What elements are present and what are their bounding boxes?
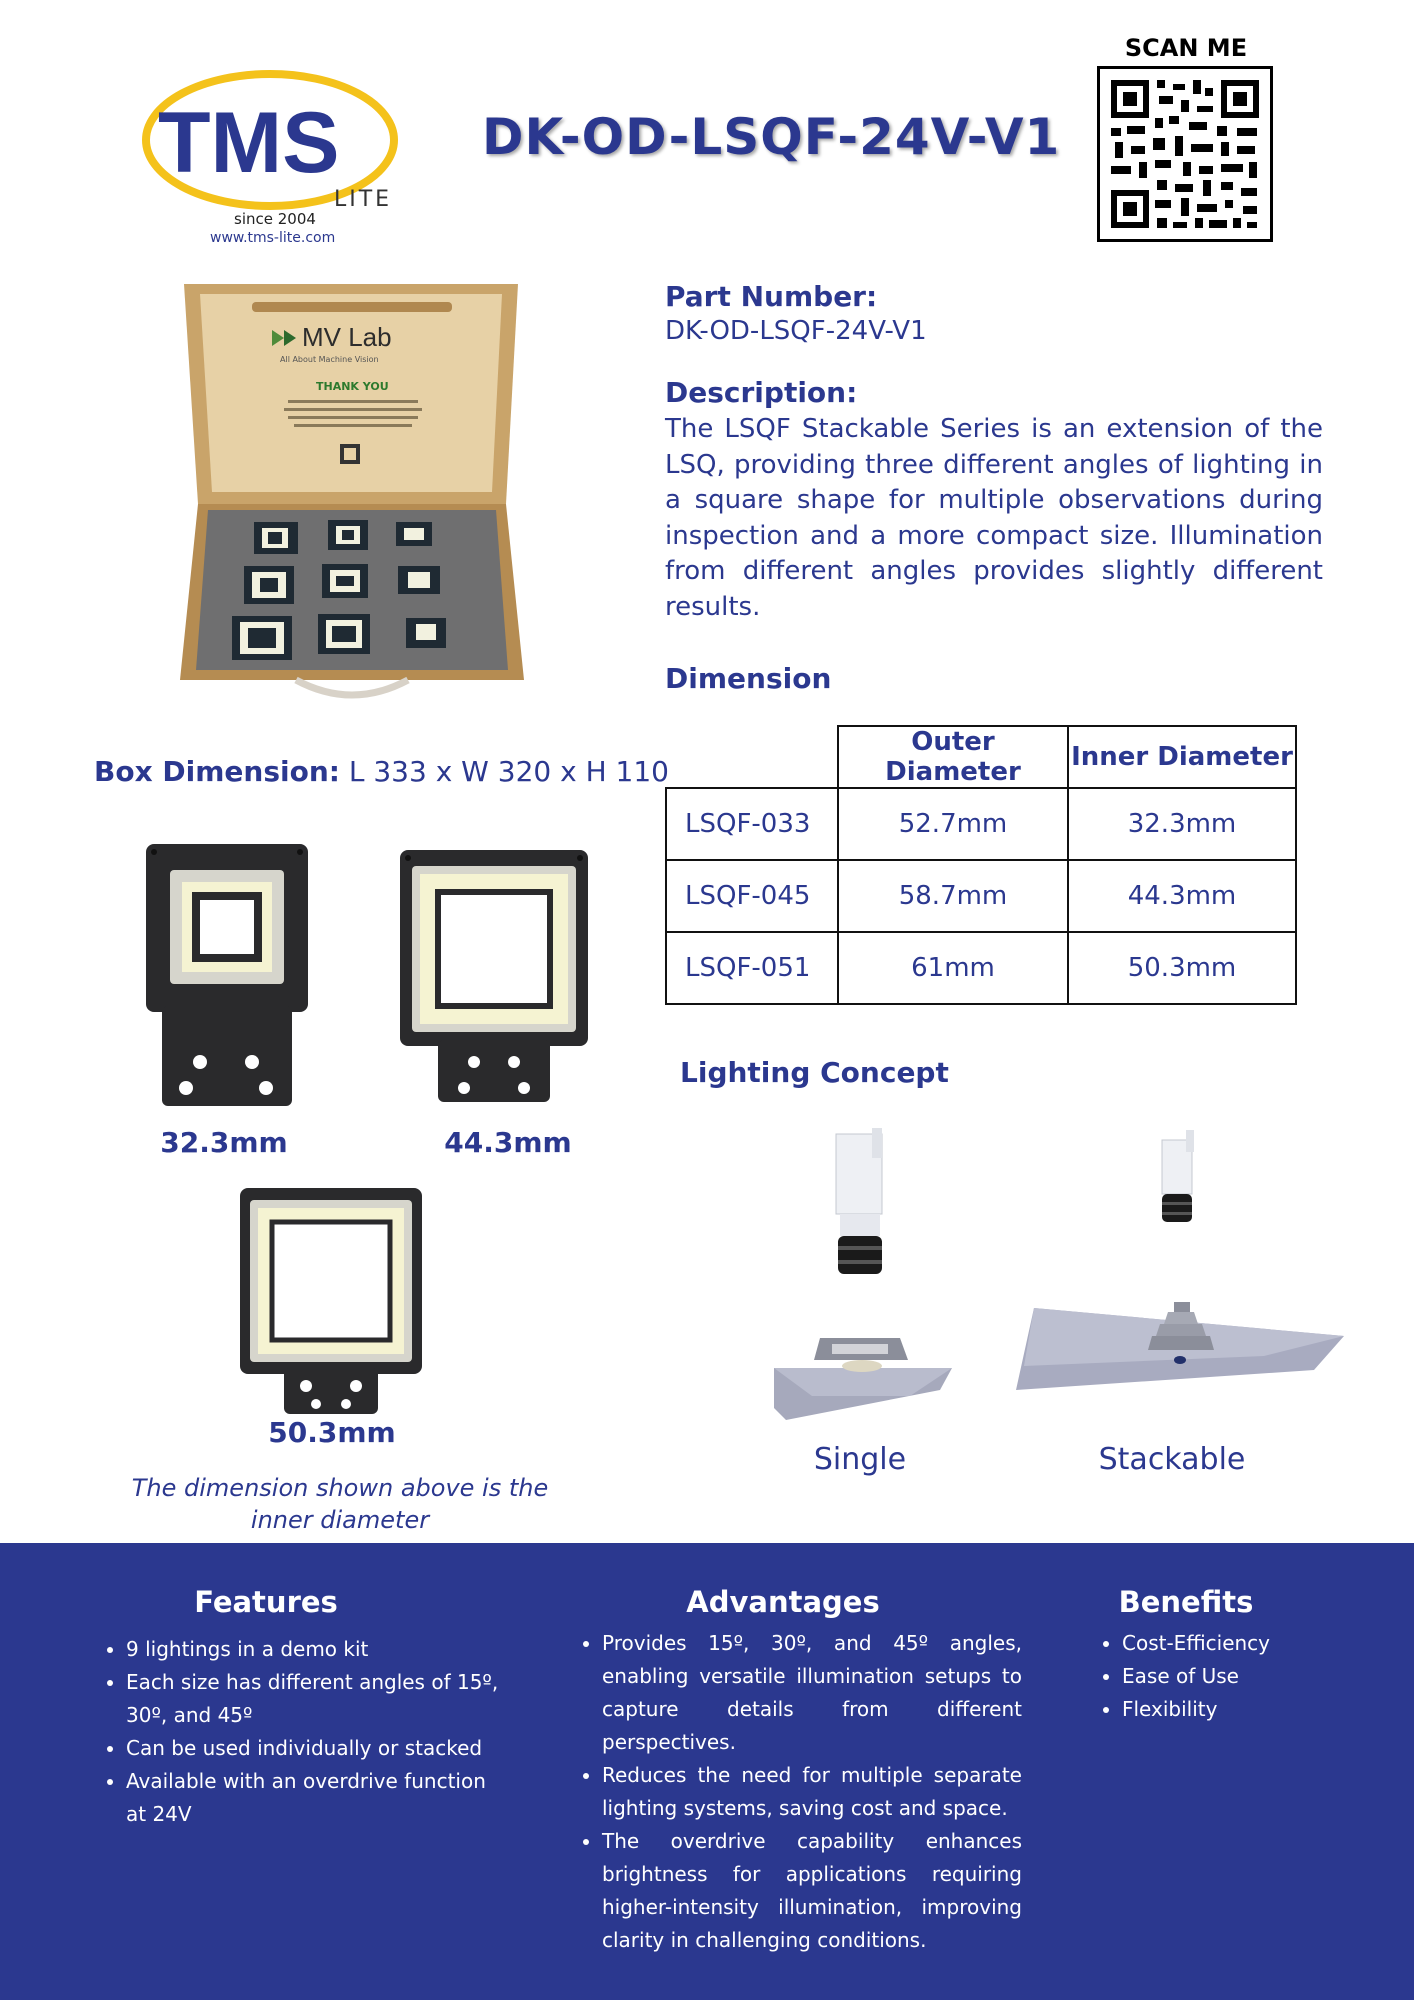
scan-me-label: SCAN ME [1124, 34, 1248, 62]
description-text: The LSQF Stackable Series is an extension of the LSQ, providing three different angles of lighting in a square shape for multiple observations during inspection and a more compact size. Illumination from different angles provides slightly different results. [665, 414, 1323, 622]
table-header-inner: Inner Diameter [1068, 726, 1296, 788]
box-thanks-text: THANK YOU [316, 380, 389, 393]
table-header-blank [666, 726, 838, 788]
list-item: • Provides 15º, 30º, and 45º angles, enabling versatile illumination setups to capture details from different perspectives. [602, 1627, 1022, 1759]
table-row [666, 932, 1296, 1004]
lamp-size-label-033: 32.3mm [160, 1126, 288, 1159]
part-number-label: Part Number: [665, 280, 878, 313]
part-number-value: DK-OD-LSQF-24V-V1 [665, 316, 927, 346]
single-lighting-diagram [770, 1128, 952, 1424]
logo-sub-text: LITE [334, 187, 393, 212]
table-cell-model: LSQF-045 [666, 860, 838, 932]
tms-lite-logo [138, 68, 418, 248]
table-cell-inner: 44.3mm [1068, 860, 1296, 932]
lamp-lsqf-045-image [398, 848, 590, 1106]
advantages-title: Advantages [686, 1585, 880, 1619]
list-item: • The overdrive capability enhances brightness for applications requiring higher-intensity illumination, improving clarity in challenging conditions. [602, 1825, 1022, 1957]
box-dimension-label: Box Dimension: [94, 755, 340, 788]
benefits-title: Benefits [1118, 1585, 1254, 1619]
footer-band [0, 1543, 1414, 2000]
single-label: Single [813, 1442, 907, 1477]
box-tagline-text: All About Machine Vision [280, 355, 379, 364]
page-title: DK-OD-LSQF-24V-V1 [482, 108, 1061, 166]
dimension-table [665, 725, 1297, 1005]
description-label: Description: [665, 376, 858, 409]
table-cell-model: LSQF-033 [666, 788, 838, 860]
list-item: • 9 lightings in a demo kit [126, 1633, 502, 1666]
lamp-size-label-051: 50.3mm [268, 1416, 396, 1449]
inner-diameter-note: The dimension shown above is the inner diameter [131, 1474, 549, 1534]
features-list [100, 1633, 502, 1831]
logo-since-text: since 2004 [234, 210, 316, 228]
lamp-lsqf-051-image [238, 1186, 424, 1418]
box-brand-text: MV Lab [302, 322, 392, 352]
lamp-lsqf-033-image [144, 842, 310, 1110]
demo-kit-box-photo [168, 278, 540, 718]
advantages-list [576, 1627, 1022, 1957]
logo-url-text: www.tms-lite.com [210, 230, 336, 246]
list-item: • Available with an overdrive function at 24V [126, 1765, 502, 1831]
table-cell-inner: 32.3mm [1068, 788, 1296, 860]
box-dimension-value: L 333 x W 320 x H 110 [339, 755, 669, 788]
list-item: • Each size has different angles of 15º, 30º, and 45º [126, 1666, 502, 1732]
list-item: • Flexibility [1122, 1693, 1382, 1726]
qr-code-icon[interactable] [1097, 66, 1273, 242]
table-cell-outer: 61mm [838, 932, 1068, 1004]
table-header-row [666, 726, 1296, 788]
table-cell-model: LSQF-051 [666, 932, 838, 1004]
list-item: • Ease of Use [1122, 1660, 1382, 1693]
list-item: • Can be used individually or stacked [126, 1732, 502, 1765]
table-header-outer: Outer Diameter [838, 726, 1068, 788]
table-cell-inner: 50.3mm [1068, 932, 1296, 1004]
box-dimension [94, 755, 669, 788]
lamp-size-label-045: 44.3mm [444, 1126, 572, 1159]
logo-brand-text: TMS [158, 95, 340, 191]
list-item: • Cost-Efficiency [1122, 1627, 1382, 1660]
benefits-list [1096, 1627, 1382, 1726]
table-row [666, 860, 1296, 932]
camera-icon-stackable [1162, 1130, 1194, 1222]
camera-icon-single [836, 1128, 882, 1274]
table-row [666, 788, 1296, 860]
stackable-label: Stackable [1098, 1442, 1246, 1477]
lighting-concept-label: Lighting Concept [680, 1056, 949, 1089]
features-title: Features [194, 1585, 338, 1619]
list-item: • Reduces the need for multiple separate lighting systems, saving cost and space. [602, 1759, 1022, 1825]
stackable-lighting-diagram [1014, 1126, 1344, 1422]
table-cell-outer: 58.7mm [838, 860, 1068, 932]
table-cell-outer: 52.7mm [838, 788, 1068, 860]
dimension-label: Dimension [665, 662, 832, 695]
